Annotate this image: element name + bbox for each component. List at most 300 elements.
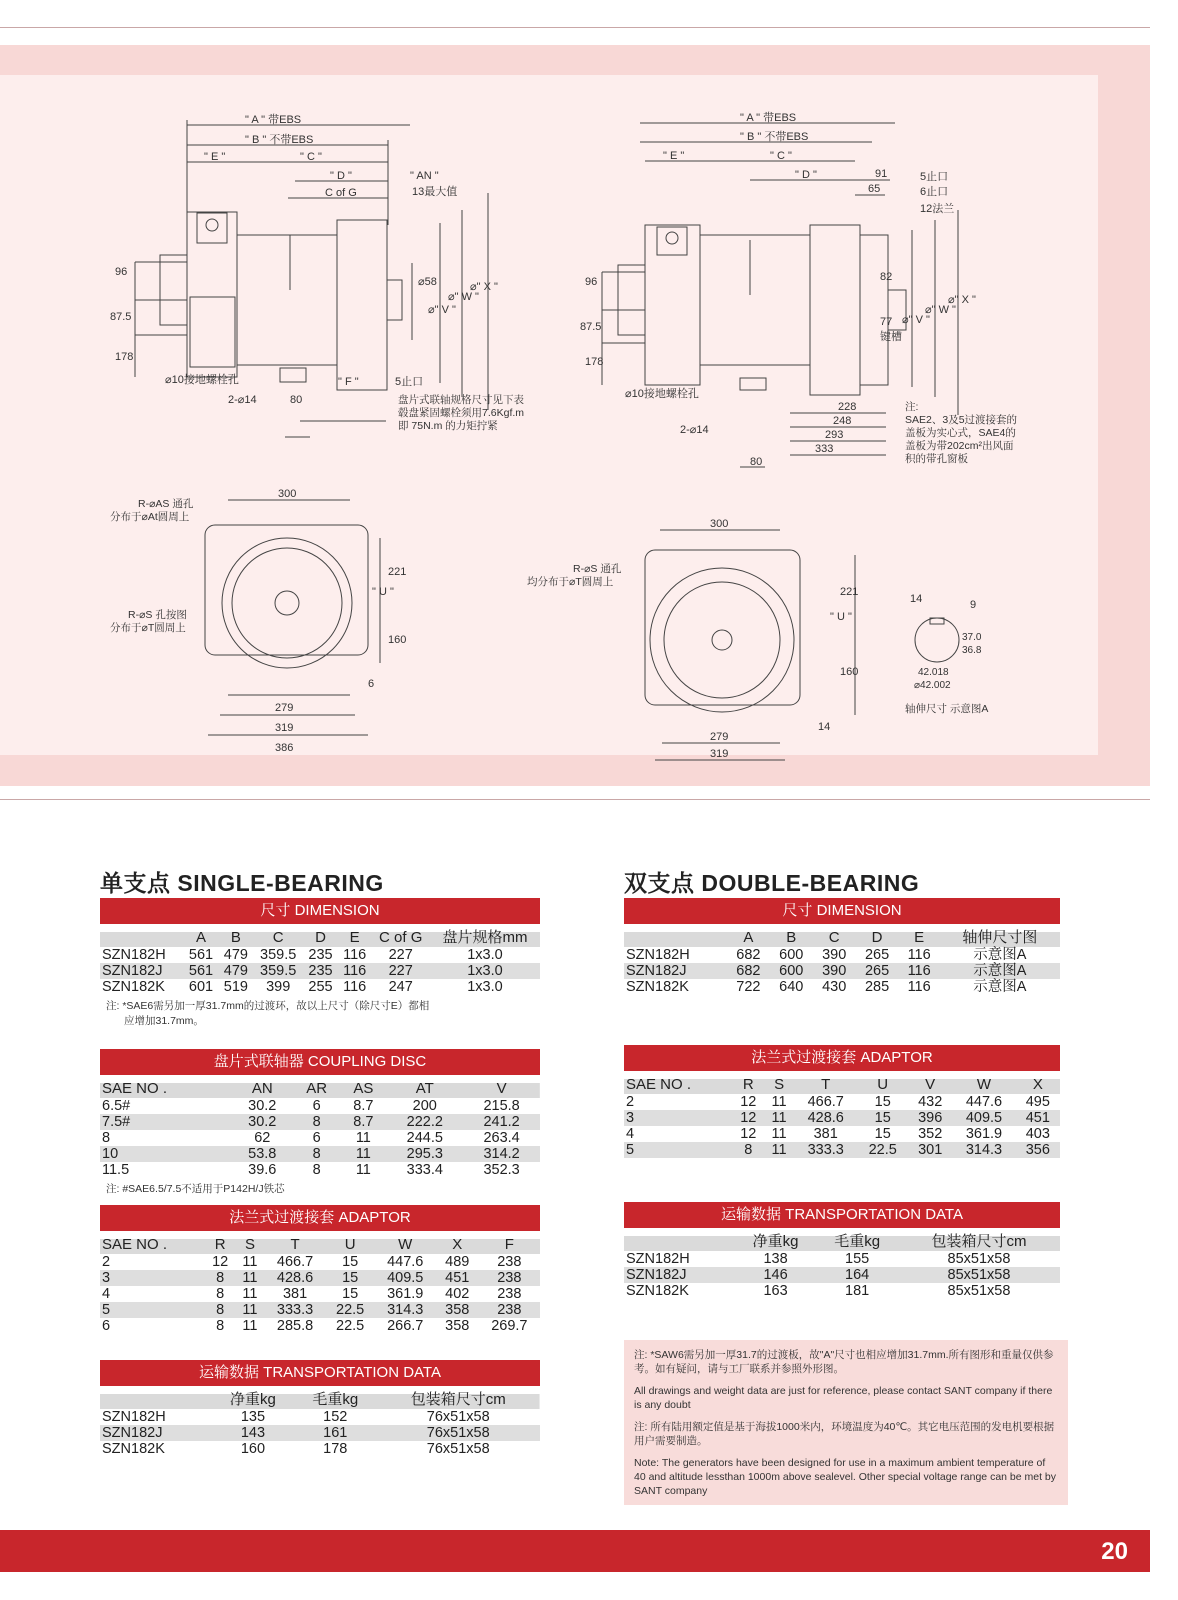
right-n82: 82 [880,271,893,283]
table-row [624,1267,1060,1283]
table-cell: 7.5# [102,1114,131,1130]
right-n333: 333 [815,443,834,455]
table-cell: 6 [312,1130,321,1146]
left-end-hole1a: R-⌀AS 通孔 [138,498,194,510]
table-cell: 6.5# [102,1098,131,1114]
right-margin [1150,0,1178,1600]
table-cell: 示意图A [973,979,1027,995]
table-cell: 447.6 [387,1254,424,1270]
table-cell: 76x51x58 [426,1425,490,1441]
right-end-h221: 221 [840,586,859,598]
table-row [624,1283,1060,1299]
single-transport-table [100,1390,540,1457]
table-header [624,928,727,947]
right-end-w319: 319 [710,748,729,760]
table-cell: 285.8 [276,1318,314,1334]
right-flange12: 12法兰 [920,203,955,215]
table-cell: 6 [312,1098,321,1114]
right-note1: 注: [905,401,919,413]
left-dim-d: " D " [330,170,352,182]
table-header: 净重kg [752,1233,799,1250]
right-end-hole1a: R-⌀S 通孔 [573,563,622,575]
table-cell: 22.5 [868,1142,897,1158]
table-cell: 12 [740,1126,757,1142]
table-cell: 4 [102,1286,111,1302]
table-cell: 146 [763,1267,788,1283]
table-header: W [398,1236,413,1253]
table-cell: 263.4 [483,1130,520,1146]
table-cell: 381 [813,1126,838,1142]
double-adaptor-table [624,1075,1060,1158]
table-cell: 15 [342,1286,359,1302]
right-n65: 65 [868,183,881,195]
table-header: T [821,1076,831,1093]
table-header: 轴伸尺寸图 [962,929,1038,946]
left-end-hole1b: 分布于⌀At圆周上 [110,511,190,523]
double-transport-table [624,1232,1060,1299]
table-cell: 265 [864,963,890,979]
table-row [100,947,540,963]
table-header: U [877,1076,889,1093]
right-n77: 77 [880,316,893,328]
right-n293: 293 [825,429,844,441]
table-cell: 161 [323,1425,348,1441]
table-cell: 22.5 [336,1318,365,1334]
table-cell: 381 [282,1286,308,1302]
left-bolt: ⌀10接地螺栓孔 [165,374,239,386]
table-cell: 138 [763,1251,788,1267]
table-header: SAE NO . [102,1236,168,1253]
right-dim-d: " D " [795,169,817,181]
left-note2: 毂盘紧固螺栓须用7.6Kgf.m [398,407,525,419]
table-cell: 11 [242,1302,258,1318]
table-row [624,1126,1060,1142]
right-end-hole1b: 均分布于⌀T圆周上 [527,576,614,588]
table-cell: 11 [771,1094,787,1110]
table-cell: 85x51x58 [947,1283,1011,1299]
table-cell: 451 [1025,1110,1050,1126]
left-end-h221: 221 [388,566,407,578]
left-holes: 2-⌀14 [228,394,257,406]
single-coupling-bar: 盘片式联轴器 COUPLING DISC [100,1049,540,1075]
table-cell: 164 [845,1267,870,1283]
table-cell: 示意图A [973,963,1027,979]
table-header: V [496,1080,507,1097]
table-cell: 8 [216,1286,225,1302]
table-cell: 269.7 [491,1318,528,1334]
right-note5: 积的带孔窗板 [905,453,968,465]
double-bearing-column [624,868,1060,1299]
table-cell: 238 [497,1270,522,1286]
right-n248: 248 [833,415,852,427]
table-cell: 402 [445,1286,470,1302]
table-cell: 358 [445,1318,470,1334]
table-cell: 76x51x58 [426,1441,490,1457]
table-cell: 8 [216,1270,225,1286]
table-cell: 561 [188,963,214,979]
table-row [624,1251,1060,1267]
table-cell: 266.7 [387,1318,424,1334]
table-cell: SZN182J [626,963,687,979]
table-row [624,1094,1060,1110]
table-cell: 11 [771,1142,787,1158]
table-header [100,1390,212,1409]
table-cell: SZN182H [626,1251,690,1267]
table-cell: 10 [102,1146,119,1162]
table-row [100,1409,540,1425]
right-end-h160: 160 [840,666,859,678]
left-h87: 87.5 [110,311,132,323]
table-cell: 244.5 [406,1130,443,1146]
right-dx: ⌀" X " [948,294,976,306]
left-dim-cofg: C of G [325,187,357,199]
table-cell: 116 [343,963,367,979]
left-dv: ⌀" V " [428,304,456,316]
table-header: AS [353,1080,374,1097]
right-bolt: ⌀10接地螺栓孔 [625,388,699,400]
table-header: T [290,1236,300,1253]
table-cell: 447.6 [965,1094,1003,1110]
table-cell: 403 [1025,1126,1050,1142]
table-cell: 359.5 [260,963,297,979]
single-coupling-note: 注: #SAE6.5/7.5不适用于P142H/J铁芯 [106,1183,285,1195]
table-cell: 15 [342,1270,359,1286]
table-cell: 333.3 [276,1302,314,1318]
shaft-n36: 36.8 [962,645,982,656]
table-header: AT [415,1080,434,1097]
table-cell: 390 [822,963,847,979]
table-cell: 352.3 [483,1162,520,1178]
table-cell: 160 [240,1441,266,1457]
note-cn-1: 注: *SAW6需另加一厚31.7的过渡板，故"A"尺寸也相应增加31.7mm.所有图形和重量仅供参考。如有疑问，请与工厂联系并参照外形图。 [634,1349,1054,1375]
table-header: W [976,1076,992,1093]
left-w80: 80 [290,394,303,406]
table-header: R [214,1236,226,1253]
left-note3: 即 75N.m 的力矩拧紧 [398,420,498,432]
table-cell: 8 [216,1318,225,1334]
table-cell: 356 [1025,1142,1050,1158]
left-dim-b: " B " 不带EBS [245,134,314,146]
table-cell: 451 [445,1270,470,1286]
table-header: S [774,1076,785,1093]
table-cell: 示意图A [973,947,1027,963]
table-cell: 359.5 [260,947,297,963]
single-dimension-table [100,928,540,995]
table-cell: 181 [845,1283,870,1299]
table-header: F [504,1236,514,1253]
table-cell: 5 [102,1302,111,1318]
table-header: SAE NO . [626,1076,692,1093]
table-cell: 600 [779,947,804,963]
table-cell: 640 [779,979,804,995]
table-cell: SZN182H [626,947,690,963]
right-end-w279: 279 [710,731,729,743]
table-header: C of G [379,929,423,946]
left-dw: ⌀" W " [448,291,479,303]
table-cell: 314.3 [965,1142,1003,1158]
table-cell: 489 [445,1254,470,1270]
table-cell: 235 [308,963,333,979]
table-cell: 2 [626,1094,635,1110]
table-header: C [272,929,284,946]
note-cn-2: 注: 所有陆用额定值是基于海拔1000米内，环境温度为40℃。其它电压范围的发电机要根据用户需要制造。 [634,1421,1055,1447]
table-header: 毛重kg [312,1391,359,1408]
table-cell: 466.7 [807,1094,844,1110]
table-header: AR [306,1080,328,1097]
table-cell: 255 [308,979,333,995]
table-row [624,1110,1060,1126]
table-row [100,1146,540,1162]
table-cell: 428.6 [807,1110,844,1126]
double-bearing-title: 双支点 DOUBLE-BEARING [624,870,920,896]
right-dw: ⌀" W " [925,304,956,316]
left-note1: 盘片式联轴规格尺寸见下表 [398,394,524,406]
left-dim-c: " C " [300,151,322,163]
table-cell: 314.3 [387,1302,424,1318]
table-cell: 11 [771,1110,787,1126]
table-row [100,1425,540,1441]
left-h96: 96 [115,266,128,278]
technical-drawing-panel [0,45,1150,786]
left-end-hole2b: 分布于⌀T圆周上 [110,622,186,634]
left-end-w386: 386 [275,742,294,754]
table-cell: 143 [240,1425,266,1441]
table-cell: 247 [388,979,413,995]
table-cell: SZN182H [102,1409,166,1425]
table-cell: 15 [874,1126,891,1142]
table-cell: 352 [918,1126,943,1142]
table-cell: 227 [388,963,413,979]
table-row [624,1142,1060,1158]
right-h87: 87.5 [580,321,602,333]
shaft-n42a: 42.018 [918,667,949,678]
right-note3: 盖板为实心式，SAE4的 [905,427,1016,439]
shaft-n37: 37.0 [962,632,982,643]
single-dimension-note-2: 应增加31.7mm。 [124,1015,204,1027]
table-cell: SZN182K [102,1441,165,1457]
left-dim-e: " E " [204,151,226,163]
table-cell: 1x3.0 [467,947,503,963]
table-cell: 238 [497,1302,522,1318]
table-cell: 682 [736,947,761,963]
note-en-1: All drawings and weight data are just for reference, please contact SANT company if there is any doubt [634,1385,1053,1411]
table-cell: 135 [240,1409,266,1425]
table-cell: 116 [343,979,367,995]
table-cell: 116 [907,947,931,963]
left-end-hole2a: R-⌀S 孔按图 [128,609,187,621]
table-header: A [196,929,207,946]
left-stop5: 5止口 [395,376,424,388]
table-cell: 11 [355,1146,371,1162]
right-dv: ⌀" V " [902,314,930,326]
table-header [100,928,184,947]
table-row [624,963,1060,979]
table-cell: 11 [355,1130,371,1146]
table-header: 毛重kg [834,1233,881,1250]
table-header: 盘片规格mm [442,929,528,946]
table-row [100,1270,540,1286]
left-end-w319: 319 [275,722,294,734]
single-transport-bar: 运输数据 TRANSPORTATION DATA [100,1360,540,1386]
left-end-u: " U " [372,586,394,598]
shaft-n9: 9 [970,599,977,611]
table-cell: 495 [1025,1094,1050,1110]
table-cell: 116 [343,947,367,963]
table-header: B [230,929,241,946]
table-cell: 62 [254,1130,271,1146]
left-max13: 13最大值 [412,186,458,198]
table-cell: 561 [188,947,214,963]
double-dimension-table [624,928,1060,995]
table-cell: 238 [497,1254,522,1270]
table-cell: 399 [266,979,291,995]
right-dim-e: " E " [663,150,685,162]
table-header: R [742,1076,754,1093]
table-cell: 430 [822,979,847,995]
table-cell: 8.7 [353,1098,374,1114]
table-cell: 409.5 [387,1270,424,1286]
mid-rule [0,799,1150,800]
table-cell: 39.6 [248,1162,277,1178]
table-cell: 314.2 [483,1146,520,1162]
left-dim-a: " A " 带EBS [245,114,302,126]
table-cell: 428.6 [276,1270,314,1286]
table-cell: 601 [188,979,214,995]
single-dimension-bar: 尺寸 DIMENSION [100,898,540,924]
table-header: E [349,929,360,946]
table-cell: SZN182J [102,963,163,979]
table-cell: SZN182J [626,1267,687,1283]
table-cell: 390 [822,947,847,963]
table-cell: 2 [102,1254,111,1270]
right-dim-a: " A " 带EBS [740,112,797,124]
table-header: X [452,1236,463,1253]
table-cell: 12 [212,1254,229,1270]
shaft-n42b: ⌀42.002 [914,680,951,691]
table-cell: 12 [740,1094,757,1110]
table-cell: 432 [918,1094,943,1110]
table-header: 净重kg [230,1391,276,1408]
right-stop5: 5止口 [920,171,949,183]
table-cell: 361.9 [387,1286,424,1302]
table-cell: 11 [242,1318,258,1334]
table-cell: 600 [779,963,804,979]
table-cell: 8 [312,1114,321,1130]
table-cell: 11 [771,1126,787,1142]
left-end-h160: 160 [388,634,407,646]
table-header: A [743,929,754,946]
right-dim-b: " B " 不带EBS [740,131,809,143]
left-d58: ⌀58 [418,276,437,288]
notes-box [624,1340,1068,1505]
table-cell: 285 [864,979,890,995]
table-cell: 222.2 [406,1114,443,1130]
table-header: S [244,1236,255,1253]
table-cell: 8 [744,1142,753,1158]
table-cell: 301 [918,1142,943,1158]
left-end-w279: 279 [275,702,294,714]
table-cell: 265 [864,947,890,963]
table-cell: 722 [736,979,761,995]
left-dim-f: " F " [338,376,359,388]
table-cell: 11 [242,1286,258,1302]
table-cell: 6 [102,1318,111,1334]
table-header: C [828,929,840,946]
single-adaptor-table [100,1235,540,1334]
table-cell: 53.8 [248,1146,277,1162]
table-cell: 30.2 [248,1114,277,1130]
footer-bar [0,1530,1150,1572]
table-cell: 155 [845,1251,870,1267]
table-cell: 116 [907,963,931,979]
table-row [624,979,1060,995]
table-cell: 235 [308,947,333,963]
table-cell: SZN182K [102,979,165,995]
table-cell: 116 [907,979,931,995]
table-row [100,979,540,995]
right-note4: 盖板为带202cm²出风面 [905,440,1014,452]
table-cell: 519 [223,979,248,995]
table-cell: 11 [242,1254,258,1270]
single-bearing-title: 单支点 SINGLE-BEARING [100,870,384,896]
table-header: E [914,929,925,946]
table-header: U [344,1236,356,1253]
table-cell: 5 [626,1142,635,1158]
left-dx: ⌀" X " [470,281,498,293]
single-coupling-table [100,1079,540,1178]
table-cell: 3 [626,1110,635,1126]
shaft-caption: 轴伸尺寸 示意图A [905,703,989,715]
left-end-h6: 6 [368,678,375,690]
table-header: AN [251,1080,273,1097]
table-cell: 76x51x58 [426,1409,490,1425]
table-cell: 15 [874,1110,891,1126]
table-cell: 4 [626,1126,635,1142]
single-dimension-note-1: 注: *SAE6需另加一厚31.7mm的过渡环，故以上尺寸（除尺寸E）都相 [106,1000,430,1012]
table-row [100,963,540,979]
table-cell: 409.5 [965,1110,1003,1126]
table-cell: 200 [412,1098,437,1114]
table-cell: 333.3 [807,1142,844,1158]
left-h178: 178 [115,351,134,363]
right-h96: 96 [585,276,598,288]
table-cell: 361.9 [965,1126,1003,1142]
table-cell: 3 [102,1270,111,1286]
table-cell: 479 [223,963,248,979]
table-cell: 15 [342,1254,359,1270]
table-cell: SZN182K [626,1283,689,1299]
double-adaptor-bar: 法兰式过渡接套 ADAPTOR [624,1045,1060,1071]
table-cell: 15 [874,1094,891,1110]
table-row [100,1162,540,1178]
left-dim-an: " AN " [410,170,439,182]
table-cell: 333.4 [406,1162,443,1178]
page-number: 20 [1101,1538,1128,1565]
table-cell: 11 [355,1162,371,1178]
table-cell: SZN182J [102,1425,163,1441]
right-keyway: 键槽 [880,331,902,343]
right-n228: 228 [838,401,857,413]
table-cell: 85x51x58 [947,1267,1011,1283]
table-cell: 11.5 [102,1162,130,1178]
right-dim-c: " C " [770,150,792,162]
table-cell: 295.3 [406,1146,443,1162]
table-cell: 1x3.0 [467,963,503,979]
right-end-w300: 300 [710,518,729,530]
double-dimension-bar: 尺寸 DIMENSION [624,898,1060,924]
table-cell: SZN182K [626,979,689,995]
dimension-drawing [0,75,1150,775]
